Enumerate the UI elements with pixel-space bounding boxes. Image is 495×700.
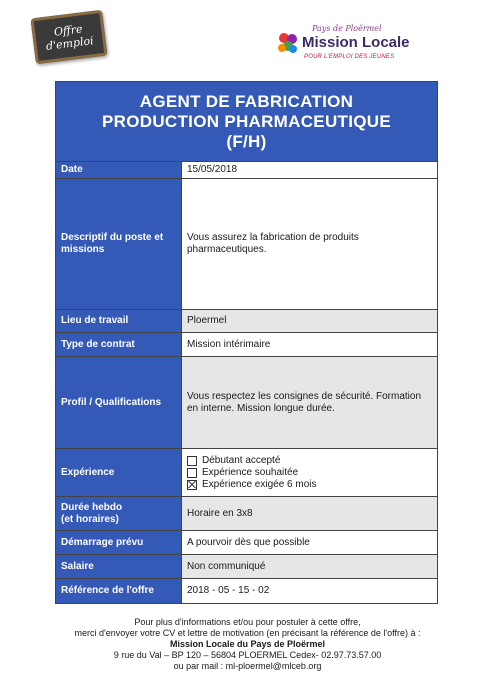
experience-option-exigee[interactable] [187,479,317,490]
experience-value [182,449,437,496]
lieu-value: Ploermel [182,310,437,332]
contrat-label: Type de contrat [56,333,182,356]
experience-option-debutant[interactable] [187,455,317,466]
salaire-value: Non communiqué [182,555,437,578]
logo-region: Pays de Ploërmel [312,24,382,33]
row-salaire [56,554,437,578]
descriptif-label: Descriptif du poste et missions [56,179,182,309]
demarrage-label: Démarrage prévu [56,531,182,554]
profil-value: Vous respectez les consignes de sécurité. Formation en interne. Mission longue durée. [182,357,437,448]
experience-label: Expérience [56,449,182,496]
footer-address: 9 rue du Val – BP 120 – 56804 PLOERMEL Cedex- 02.97.73.57.00 [113,650,382,660]
footer-organization: Mission Locale du Pays de Ploërmel [169,639,326,649]
duree-label [56,497,182,530]
footer-line1: Pour plus d'informations et/ou pour postuler à cette offre, [134,617,361,627]
duree-label-line1: Durée hebdo [61,501,123,513]
row-contrat [56,332,437,356]
lieu-label: Lieu de travail [56,310,182,332]
job-title-line2: PRODUCTION PHARMACEUTIQUE [102,111,391,131]
footer-line2: merci d'envoyer votre CV et lettre de motivation (en précisant la référence de l'offre) à : [74,628,421,638]
job-title-line3: (F/H) [226,131,267,151]
row-lieu [56,309,437,332]
checkbox-unchecked-icon[interactable] [187,468,197,478]
mission-locale-logo [276,22,410,72]
row-profil [56,356,437,448]
logo-title: Mission Locale [302,34,410,51]
logo-flower-icon [276,30,300,58]
experience-checkbox-group [187,455,317,490]
row-duree [56,496,437,530]
experience-option-label: Expérience souhaitée [202,467,299,478]
row-descriptif [56,178,437,309]
salaire-label: Salaire [56,555,182,578]
date-value: 15/05/2018 [182,162,437,178]
duree-value: Horaire en 3x8 [182,497,437,530]
badge-line1: Offre [53,22,84,39]
reference-value: 2018 - 05 - 15 - 02 [182,579,437,603]
contrat-value: Mission intérimaire [182,333,437,356]
contact-footer [0,617,495,672]
experience-option-label: Débutant accepté [202,455,281,466]
checkbox-checked-icon[interactable] [187,480,197,490]
badge-line2: d'emploi [45,34,95,53]
footer-email[interactable]: ou par mail : ml-ploermel@mlceb.org [173,661,322,671]
job-title-line1: AGENT DE FABRICATION [139,91,354,111]
date-label: Date [56,162,182,178]
row-date [56,161,437,178]
row-reference [56,578,437,603]
duree-label-line2: (et horaires) [61,513,119,525]
logo-tagline: POUR L'EMPLOI DES JEUNES [304,54,395,60]
reference-label: Référence de l'offre [56,579,182,603]
profil-label: Profil / Qualifications [56,357,182,448]
offre-emploi-badge [30,10,107,64]
row-experience [56,448,437,496]
experience-option-souhaitee[interactable] [187,467,317,478]
experience-option-label: Expérience exigée 6 mois [202,479,317,490]
row-demarrage [56,530,437,554]
job-offer-card [55,81,438,604]
job-title-header [56,82,437,161]
demarrage-value: A pourvoir dès que possible [182,531,437,554]
descriptif-value: Vous assurez la fabrication de produits pharmaceutiques. [182,179,437,309]
checkbox-unchecked-icon[interactable] [187,456,197,466]
